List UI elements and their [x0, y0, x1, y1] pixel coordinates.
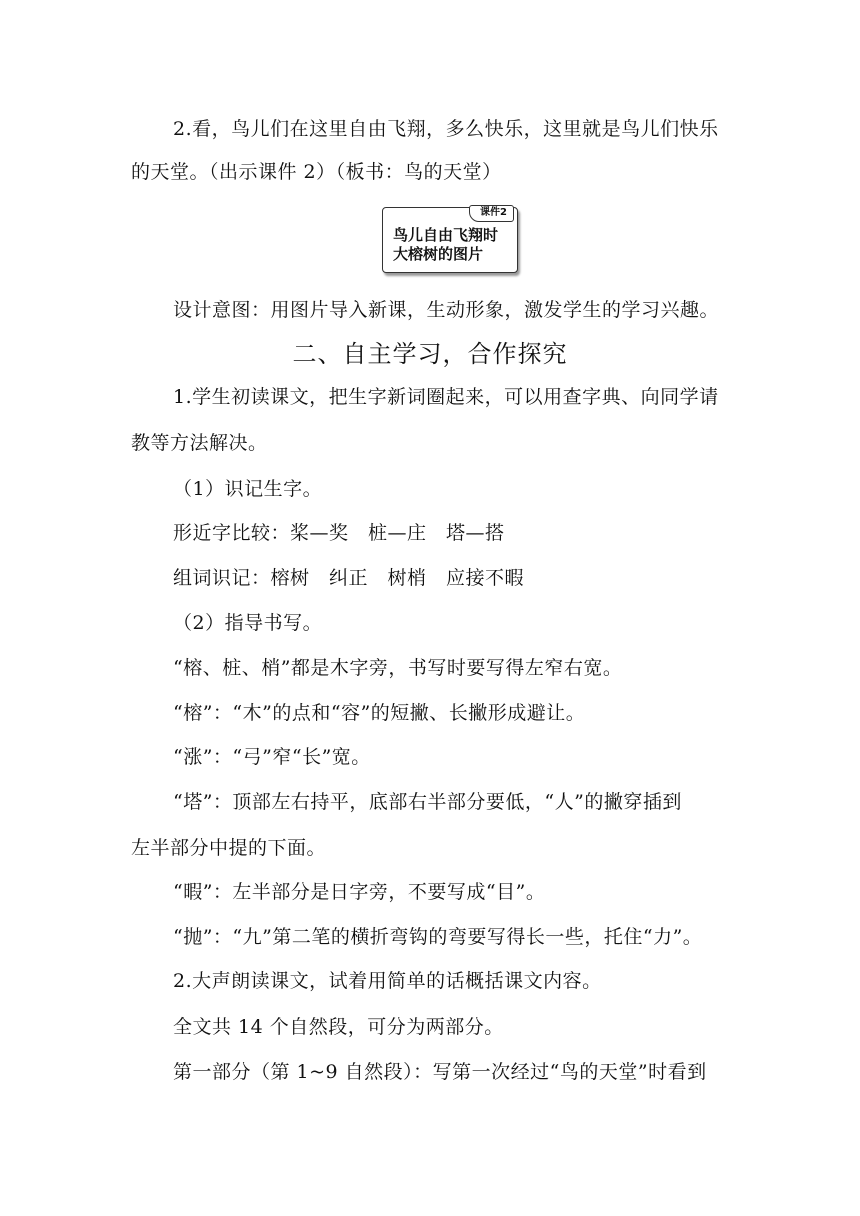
design-intent: 设计意图：用图片导入新课，生动形象，激发学生的学习兴趣。 [173, 299, 720, 321]
courseware-card [382, 207, 518, 273]
section-heading: 二、自主学习，合作探究 [292, 340, 568, 368]
paragraph-line: 1.学生初读课文，把生字新词圈起来，可以用查字典、向同学请 [173, 386, 719, 408]
courseware-text [393, 226, 498, 264]
paragraph-line: 左半部分中提的下面。 [131, 837, 327, 859]
subheading: （1）识记生字。 [173, 478, 323, 500]
paragraph-line: “涨”：“弓”窄“长”宽。 [173, 746, 371, 768]
paragraph-line: “榕”：“木”的点和“容”的短撇、长撇形成避让。 [173, 702, 586, 724]
paragraph-line: 形近字比较：桨—奖 桩—庄 塔—搭 [173, 522, 505, 544]
paragraph-line: 2.看，鸟儿们在这里自由飞翔，多么快乐，这里就是鸟儿们快乐 [173, 118, 719, 140]
paragraph-line: 教等方法解决。 [131, 432, 268, 454]
paragraph-line: 的天堂。（出示课件 2）（板书：鸟的天堂） [131, 161, 502, 183]
courseware-text-line: 大榕树的图片 [393, 245, 484, 263]
paragraph-line: 2.大声朗读课文，试着用简单的话概括课文内容。 [173, 970, 602, 992]
paragraph-line: 组词识记：榕树 纠正 树梢 应接不暇 [173, 567, 525, 589]
paragraph-line: “抛”：“九”第二笔的横折弯钩的弯要写得长一些，托住“力”。 [173, 926, 703, 948]
subheading: （2）指导书写。 [173, 612, 323, 634]
courseware-tab: 课件2 [469, 205, 514, 222]
paragraph-line: “榕、桩、梢”都是木字旁，书写时要写得左窄右宽。 [173, 657, 623, 679]
courseware-text-line: 鸟儿自由飞翔时 [393, 226, 499, 244]
paragraph-line: 全文共 14 个自然段，可分为两部分。 [173, 1016, 504, 1038]
paragraph-line: 第一部分（第 1~9 自然段）：写第一次经过“鸟的天堂”时看到 [173, 1061, 707, 1083]
paragraph-line: “暇”：左半部分是日字旁，不要写成“目”。 [173, 881, 546, 903]
paragraph-line: “塔”：顶部左右持平，底部右半部分要低，“人”的撇穿插到 [173, 791, 682, 813]
